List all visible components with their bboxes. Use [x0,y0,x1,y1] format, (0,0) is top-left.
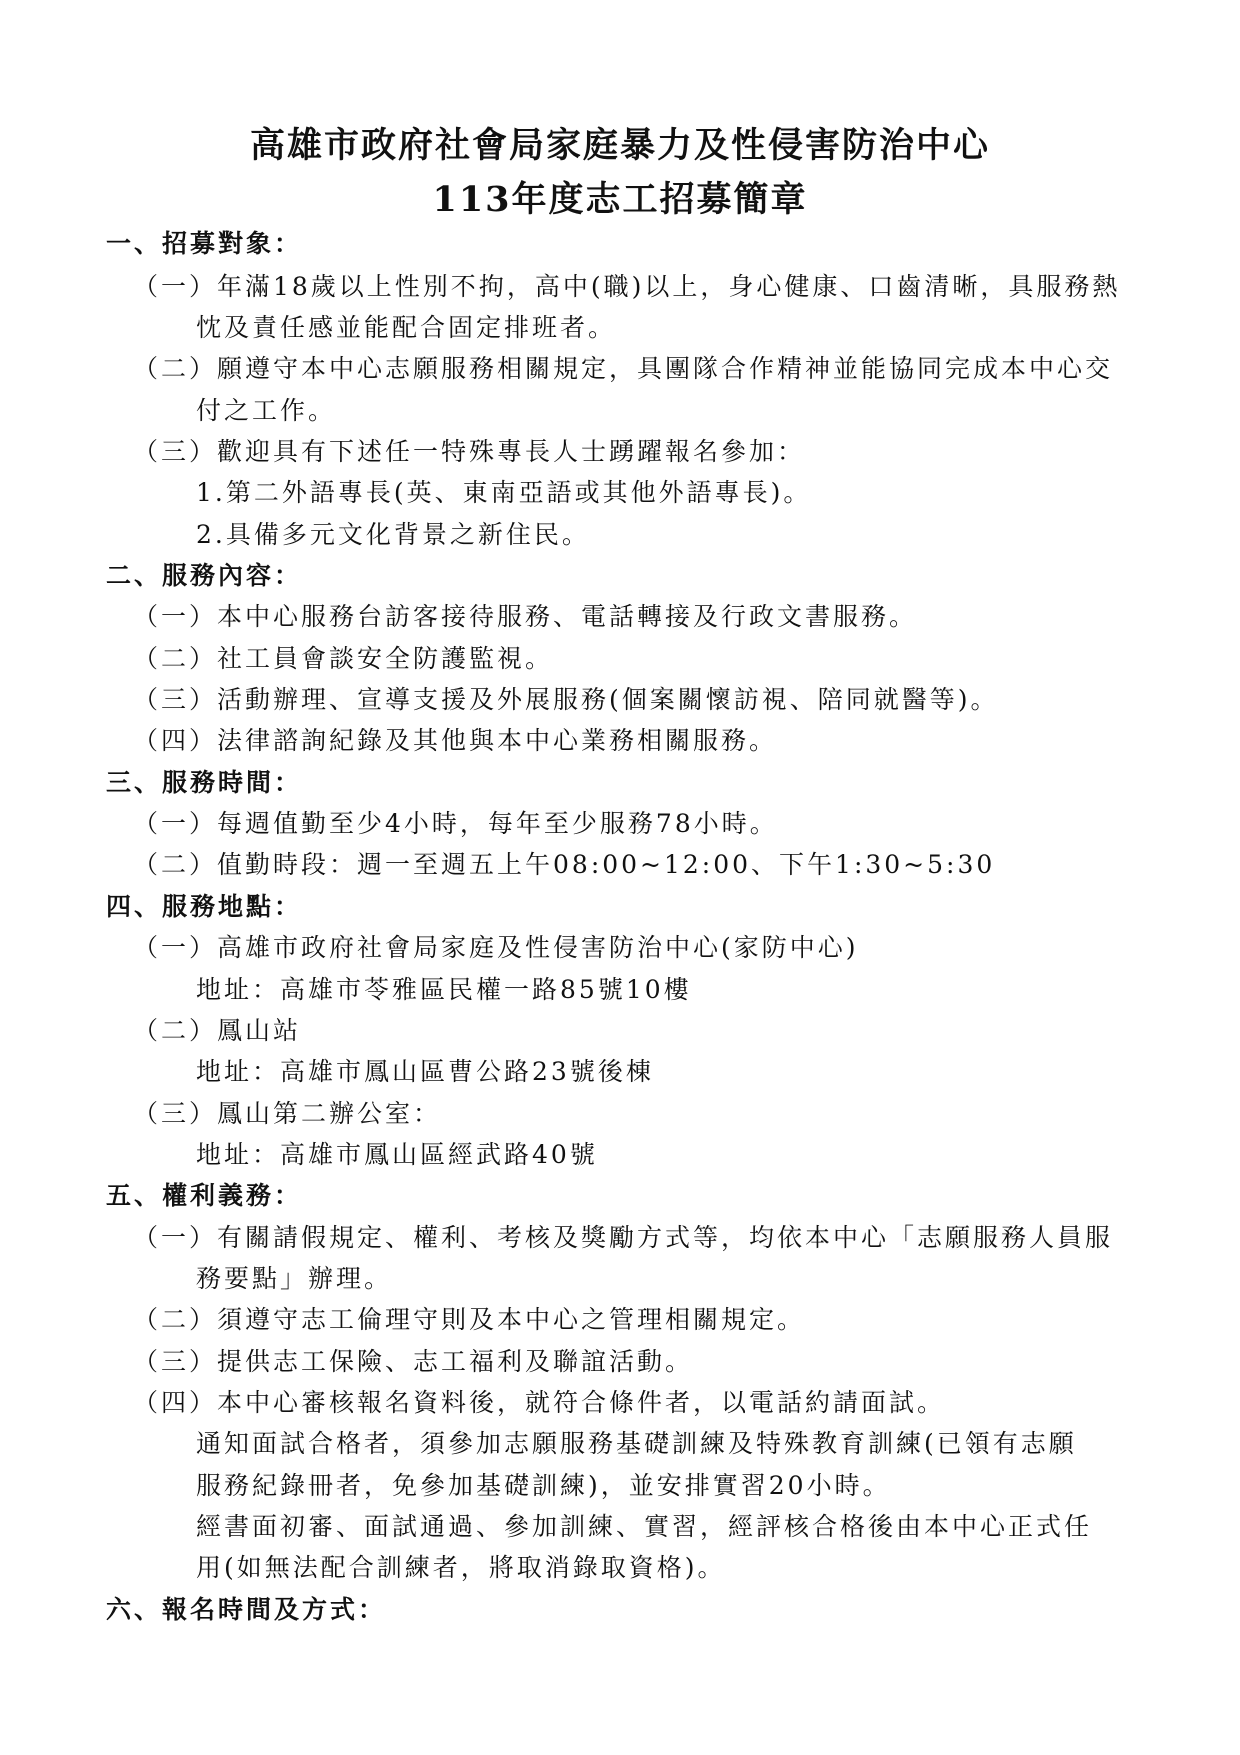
section-heading-service-content: 二、服務內容： [106,561,303,590]
list-item: （一）每週值勤至少4小時，每年至少服務78小時。 [133,809,778,838]
section-heading-rights-obligations: 五、權利義務： [106,1181,303,1210]
list-item-continuation: 服務紀錄冊者，免參加基礎訓練)，並安排實習20小時。 [196,1471,891,1500]
section-heading-recruitment-target: 一、招募對象： [106,229,303,258]
list-item: （二）值勤時段：週一至週五上午08:00~12:00、下午1:30~5:30 [133,850,996,879]
list-item: （一）高雄市政府社會局家庭及性侵害防治中心(家防中心) [133,933,859,962]
address-line: 地址：高雄市鳳山區曹公路23號後棟 [196,1057,654,1086]
list-item: （四）法律諮詢紀錄及其他與本中心業務相關服務。 [133,726,778,755]
list-item-continuation: 通知面試合格者，須參加志願服務基礎訓練及特殊教育訓練(已領有志願 [196,1429,1077,1458]
list-item-continuation: 付之工作。 [196,396,337,425]
list-item: （四）本中心審核報名資料後，就符合條件者，以電話約請面試。 [133,1388,946,1417]
section-heading-service-time: 三、服務時間： [106,768,303,797]
section-heading-service-location: 四、服務地點： [106,892,303,921]
list-item: （一）年滿18歲以上性別不拘，高中(職)以上，身心健康、口齒清晰，具服務熱 [133,272,1121,301]
document-title-line2: 113年度志工招募簡章 [432,179,808,220]
address-line: 地址：高雄市苓雅區民權一路85號10樓 [196,975,692,1004]
list-item-continuation: 忱及責任感並能配合固定排班者。 [196,313,617,342]
address-line: 地址：高雄市鳳山區經武路40號 [196,1140,598,1169]
list-item: （二）社工員會談安全防護監視。 [133,644,554,673]
document-title-line1: 高雄市政府社會局家庭暴力及性侵害防治中心 [249,125,990,166]
list-item-continuation: 經書面初審、面試通過、參加訓練、實習，經評核合格後由本中心正式任 [196,1512,1093,1541]
list-item: （三）提供志工保險、志工福利及聯誼活動。 [133,1347,694,1376]
list-item: （一）本中心服務台訪客接待服務、電話轉接及行政文書服務。 [133,602,918,631]
list-item: （二）願遵守本中心志願服務相關規定，具團隊合作精神並能協同完成本中心交 [133,354,1114,383]
list-item: （三）鳳山第二辦公室： [133,1099,442,1128]
list-item-continuation: 務要點」辦理。 [196,1264,393,1293]
list-item: （一）有關請假規定、權利、考核及獎勵方式等，均依本中心「志願服務人員服 [133,1223,1114,1252]
list-item: （三）活動辦理、宣導支援及外展服務(個案關懷訪視、陪同就醫等)。 [133,685,999,714]
list-item: （三）歡迎具有下述任一特殊專長人士踴躍報名參加： [133,437,806,466]
sub-list-item: 2.具備多元文化背景之新住民。 [196,520,590,549]
list-item-continuation: 用(如無法配合訓練者，將取消錄取資格)。 [196,1553,726,1582]
section-heading-registration: 六、報名時間及方式： [106,1595,387,1624]
list-item: （二）須遵守志工倫理守則及本中心之管理相關規定。 [133,1305,806,1334]
sub-list-item: 1.第二外語專長(英、東南亞語或其他外語專長)。 [196,478,812,507]
list-item: （二）鳳山站 [133,1016,302,1045]
